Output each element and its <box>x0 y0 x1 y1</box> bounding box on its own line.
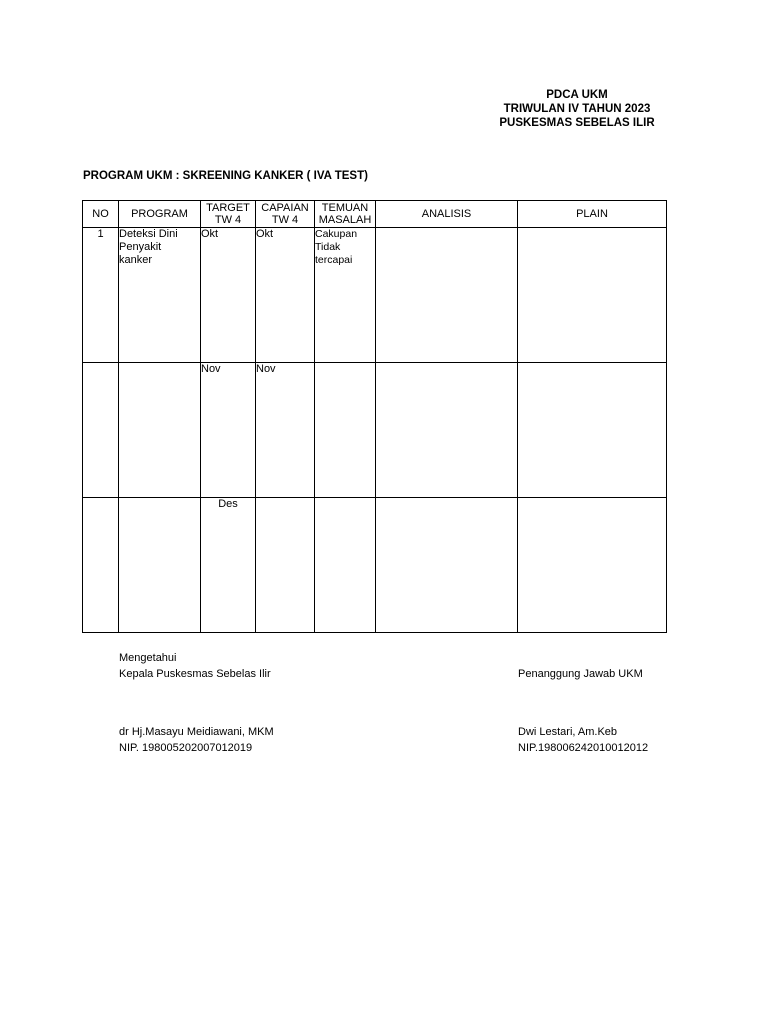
cell-capaian: Nov <box>256 363 315 498</box>
header-analisis: ANALISIS <box>376 201 518 228</box>
responsible-name: Dwi Lestari, Am.Keb <box>518 726 618 738</box>
header-target: TARGET TW 4 <box>201 201 256 228</box>
head-nip: NIP. 198005202007012019 <box>119 742 253 754</box>
responsible-title: Penanggung Jawab UKM <box>518 668 643 680</box>
acknowledged-label: Mengetahui <box>119 652 177 664</box>
cell-no <box>83 498 119 633</box>
head-name: dr Hj.Masayu Meidiawani, MKM <box>119 726 274 738</box>
header-program: PROGRAM <box>119 201 201 228</box>
cell-program <box>119 498 201 633</box>
responsible-nip: NIP.198006242010012012 <box>518 742 649 754</box>
cell-temuan: Cakupan Tidak tercapai <box>315 228 376 363</box>
cell-target: Nov <box>201 363 256 498</box>
pdca-table <box>82 200 667 633</box>
right-signature-heading <box>518 666 643 682</box>
cell-program: Deteksi Dini Penyakit kanker <box>119 228 201 363</box>
cell-program <box>119 363 201 498</box>
cell-temuan <box>315 363 376 498</box>
cell-no <box>83 363 119 498</box>
table-row <box>83 363 667 498</box>
header-plain: PLAIN <box>518 201 667 228</box>
header-institution: PUSKESMAS SEBELAS ILIR <box>499 117 655 129</box>
left-signature-block <box>119 724 274 756</box>
cell-analisis <box>376 228 518 363</box>
cell-target: Okt <box>201 228 256 363</box>
cell-analisis <box>376 363 518 498</box>
head-title: Kepala Puskesmas Sebelas Ilir <box>119 668 271 680</box>
header-temuan: TEMUAN MASALAH <box>315 201 376 228</box>
table-row <box>83 498 667 633</box>
table-header-row <box>83 201 667 228</box>
cell-capaian: Okt <box>256 228 315 363</box>
document-header <box>492 88 662 130</box>
header-title: PDCA UKM <box>546 89 608 101</box>
table-row <box>83 228 667 363</box>
header-capaian: CAPAIAN TW 4 <box>256 201 315 228</box>
cell-plain <box>518 363 667 498</box>
cell-no: 1 <box>83 228 119 363</box>
cell-temuan <box>315 498 376 633</box>
right-signature-block <box>518 724 648 756</box>
left-signature-heading <box>119 650 271 682</box>
cell-plain <box>518 228 667 363</box>
header-no: NO <box>83 201 119 228</box>
header-period: TRIWULAN IV TAHUN 2023 <box>503 103 651 115</box>
program-title: PROGRAM UKM : SKREENING KANKER ( IVA TEST) <box>83 170 368 182</box>
cell-analisis <box>376 498 518 633</box>
cell-capaian <box>256 498 315 633</box>
cell-plain <box>518 498 667 633</box>
cell-target: Des <box>201 498 256 633</box>
